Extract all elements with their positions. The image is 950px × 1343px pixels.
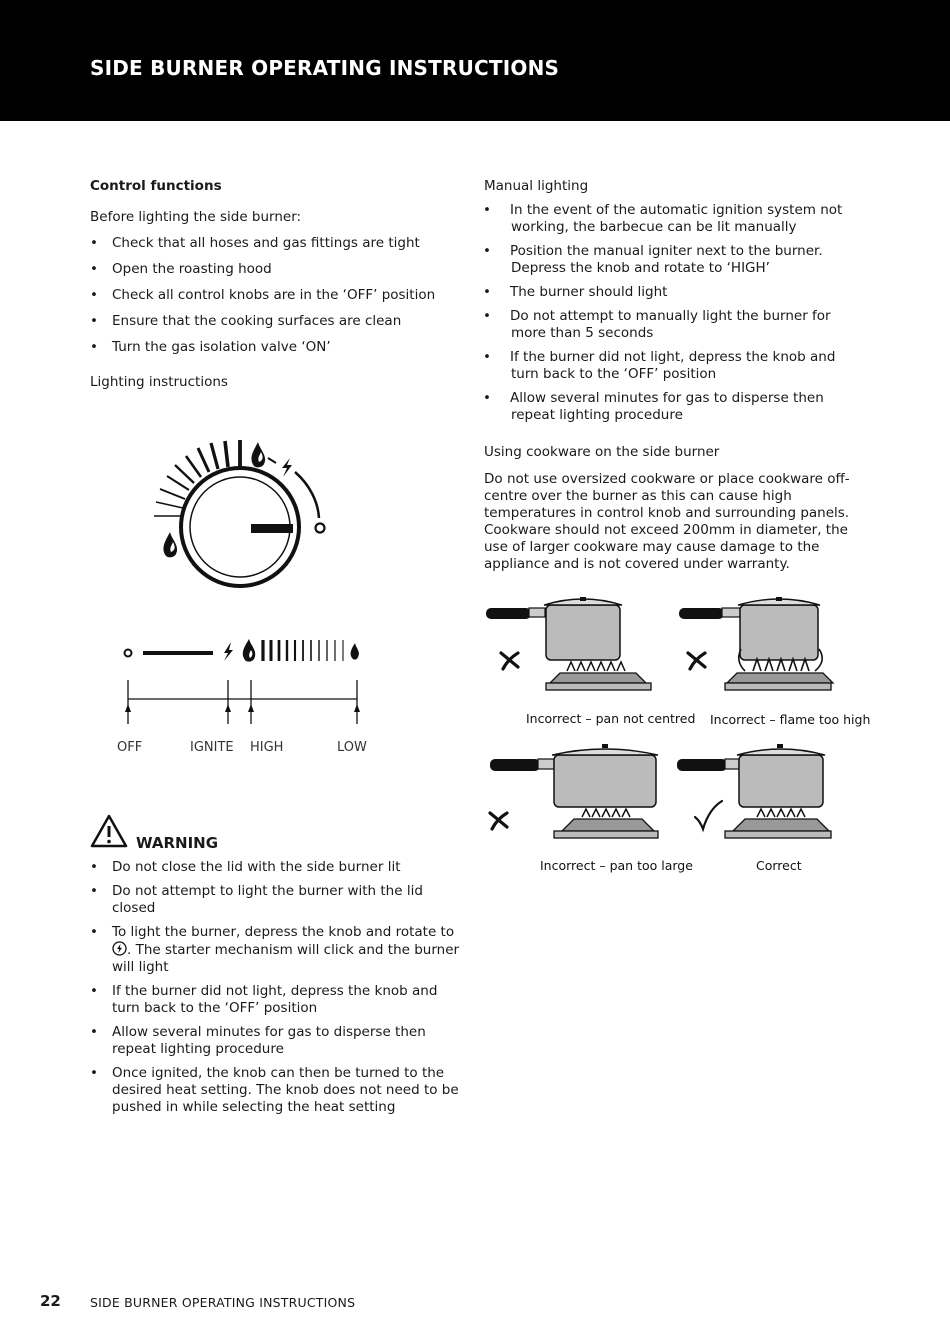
list-item: • Do not attempt to light the burner with the lid closed	[90, 883, 465, 917]
list-item: • If the burner did not light, depress the knob and turn back to the ‘OFF’ position	[484, 349, 864, 383]
control-functions-heading: Control functions	[90, 178, 222, 194]
list-item: • The burner should light	[484, 284, 864, 301]
control-knob-diagram	[140, 430, 340, 600]
page-title: SIDE BURNER OPERATING INSTRUCTIONS	[90, 56, 560, 80]
list-item: • Position the manual igniter next to the burner. Depress the knob and rotate to ‘HIGH’	[484, 243, 864, 277]
caption-pan-not-centred: Incorrect – pan not centred	[526, 711, 696, 726]
list-item: • If the burner did not light, depress the knob and turn back to the ‘OFF’ position	[90, 983, 465, 1017]
checks-list	[90, 235, 470, 356]
ignite-text-b: . The starter mechanism will click and the burner will light	[112, 942, 460, 975]
manual-lighting-heading: Manual lighting	[484, 178, 589, 194]
cookware-heading: Using cookware on the side burner	[484, 444, 720, 460]
list-item: • Turn the gas isolation valve ‘ON’	[90, 339, 470, 356]
flame-too-high-illustration	[677, 595, 857, 695]
scale-label-low: LOW	[337, 740, 367, 755]
page-number: 22	[40, 1292, 61, 1310]
list-item: • Do not close the lid with the side burner lit	[90, 859, 465, 876]
warning-list	[90, 859, 465, 1123]
list-item: • Check that all hoses and gas fittings are tight	[90, 235, 470, 252]
ignite-symbol-icon	[112, 941, 127, 956]
left-column	[90, 178, 470, 391]
pan-not-centred-illustration	[484, 595, 659, 695]
lighting-instructions-heading: Lighting instructions	[90, 374, 228, 390]
list-item: • Allow several minutes for gas to disperse then repeat lighting procedure	[90, 1024, 465, 1058]
list-item: • Check all control knobs are in the ‘OFF’ position	[90, 287, 470, 304]
list-item: • In the event of the automatic ignition system not working, the barbecue can be lit manually	[484, 202, 864, 236]
scale-label-off: OFF	[117, 740, 143, 755]
caption-pan-too-large: Incorrect – pan too large	[540, 858, 693, 873]
caption-correct: Correct	[756, 858, 802, 873]
correct-illustration	[675, 741, 850, 843]
page-header	[0, 0, 950, 121]
scale-label-ignite: IGNITE	[190, 740, 234, 755]
list-item: • Ensure that the cooking surfaces are clean	[90, 313, 470, 330]
before-lighting-text: Before lighting the side burner:	[90, 209, 302, 225]
ignite-text-a: To light the burner, depress the knob and rotate to	[112, 924, 455, 940]
footer-title: SIDE BURNER OPERATING INSTRUCTIONS	[90, 1295, 356, 1310]
list-item: • Do not attempt to manually light the burner for more than 5 seconds	[484, 308, 864, 342]
list-item: • Once ignited, the knob can then be turned to the desired heat setting. The knob does not need to be pushed in while selecting the heat setting	[90, 1065, 465, 1116]
scale-label-high: HIGH	[250, 740, 284, 755]
warning-icon	[90, 814, 128, 848]
caption-flame-too-high: Incorrect – flame too high	[710, 712, 871, 727]
manual-lighting-list	[484, 202, 864, 424]
pan-too-large-illustration	[486, 741, 666, 843]
list-item	[90, 924, 465, 976]
warning-title: WARNING	[136, 834, 219, 852]
list-item: • Allow several minutes for gas to disperse then repeat lighting procedure	[484, 390, 864, 424]
list-item: • Open the roasting hood	[90, 261, 470, 278]
cookware-text: Do not use oversized cookware or place cookware off-centre over the burner as this can cause high temperatures in control knob and surrounding panels. Cookware should not exceed 200mm in diameter, the use of larger cookware may cause damage to the appliance and is not covered under warranty.	[484, 471, 850, 572]
right-column	[484, 178, 864, 573]
